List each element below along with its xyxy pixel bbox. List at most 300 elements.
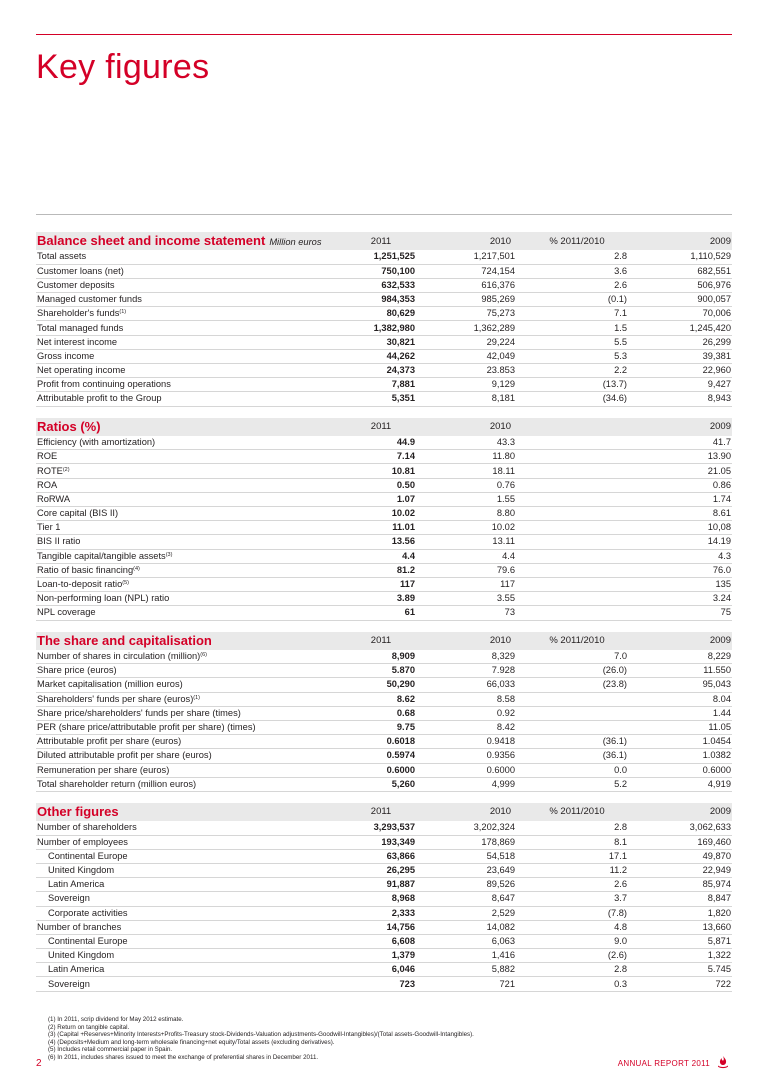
cell-value: 8,943 [633, 392, 732, 406]
row-label-text: Attributable profit to the Group [37, 393, 162, 404]
table-row [36, 706, 732, 720]
table-row [36, 264, 732, 278]
table-row [36, 849, 732, 863]
cell-value: 2.8 [521, 963, 633, 977]
column-header [521, 418, 633, 436]
row-label-text: Loan-to-deposit ratio [37, 579, 123, 590]
table-row [36, 492, 732, 506]
cell-value [521, 577, 633, 591]
cell-value: 79.6 [421, 563, 521, 577]
row-label-text: Number of employees [37, 836, 128, 847]
row-label-text: Shareholder's funds [37, 308, 120, 319]
cell-value: 3.89 [341, 592, 421, 606]
cell-value: 1,251,525 [341, 250, 421, 264]
cell-value: 11.80 [421, 450, 521, 464]
row-label-text: Shareholders' funds per share (euros) [37, 693, 194, 704]
section-gap [36, 407, 732, 418]
row-label [36, 977, 341, 991]
row-label-text: Net interest income [37, 336, 118, 347]
cell-value: 632,533 [341, 278, 421, 292]
row-label [36, 264, 341, 278]
row-label-text: Total managed funds [37, 322, 124, 333]
section-unit: Million euros [269, 236, 322, 247]
footnote-marker: (4) [133, 565, 140, 572]
table-row [36, 507, 732, 521]
cell-value: 23.853 [421, 364, 521, 378]
cell-value: 2.2 [521, 364, 633, 378]
cell-value [521, 450, 633, 464]
cell-value: 95,043 [633, 678, 732, 692]
section-divider [36, 214, 732, 215]
section-title-text: Ratios (%) [37, 419, 101, 435]
cell-value: 117 [341, 577, 421, 591]
row-label-text: Share price/shareholders' funds per share (times) [37, 707, 241, 718]
cell-value: 10,08 [633, 521, 732, 535]
row-label [36, 378, 341, 392]
table-row [36, 735, 732, 749]
row-label [36, 521, 341, 535]
row-label-text: RoRWA [37, 493, 71, 504]
row-label [36, 364, 341, 378]
cell-value: 193,349 [341, 835, 421, 849]
row-label-text: Remuneration per share (euros) [37, 764, 170, 775]
row-label [36, 492, 341, 506]
footnote: (2) Return on tangible capital. [48, 1023, 130, 1031]
column-header: % 2011/2010 [521, 632, 633, 650]
table-row [36, 949, 732, 963]
cell-value: 7.1 [521, 307, 633, 321]
section-title [36, 803, 341, 821]
cell-value: 0.86 [633, 478, 732, 492]
cell-value: 2,333 [341, 906, 421, 920]
table-header-row [36, 232, 732, 250]
cell-value: 135 [633, 577, 732, 591]
cell-value: 10.81 [341, 464, 421, 478]
cell-value: 63,866 [341, 849, 421, 863]
cell-value: 9,129 [421, 378, 521, 392]
cell-value: 506,976 [633, 278, 732, 292]
cell-value: 14.19 [633, 535, 732, 549]
cell-value: 13.56 [341, 535, 421, 549]
cell-value: 91,887 [341, 878, 421, 892]
table-row [36, 349, 732, 363]
column-header: % 2011/2010 [521, 232, 633, 250]
footnote-marker: (5) [122, 580, 130, 587]
table-row [36, 664, 732, 678]
cell-value: (13.7) [521, 378, 633, 392]
row-label [36, 563, 341, 577]
table-row [36, 450, 732, 464]
cell-value: 7.14 [341, 450, 421, 464]
row-label-text: Attributable profit per share (euros) [37, 736, 182, 747]
row-label [36, 878, 341, 892]
cell-value: 11.550 [633, 664, 732, 678]
table-row [36, 293, 732, 307]
cell-value: (23.8) [521, 678, 633, 692]
row-label [36, 606, 341, 620]
row-label [36, 650, 341, 664]
cell-value: 61 [341, 606, 421, 620]
cell-value: 0.6000 [633, 763, 732, 777]
cell-value: (36.1) [521, 735, 633, 749]
table-row [36, 835, 732, 849]
table-row [36, 777, 732, 791]
section-title-text: Balance sheet and income statement [37, 232, 266, 248]
row-label-text: Tangible capital/tangible assets [37, 550, 166, 561]
cell-value: 8,229 [633, 650, 732, 664]
row-label-text: United Kingdom [48, 950, 115, 961]
column-header: 2010 [421, 232, 521, 250]
table-header-row [36, 418, 732, 436]
cell-value: 0.68 [341, 706, 421, 720]
row-label-text: Managed customer funds [37, 294, 142, 305]
cell-value: 8,847 [633, 892, 732, 906]
cell-value: 2.8 [521, 250, 633, 264]
cell-value: 750,100 [341, 264, 421, 278]
row-label [36, 849, 341, 863]
cell-value: 2,529 [421, 906, 521, 920]
cell-value: 616,376 [421, 278, 521, 292]
table-row [36, 906, 732, 920]
cell-value: 0.50 [341, 478, 421, 492]
cell-value: 1,110,529 [633, 250, 732, 264]
column-header: 2009 [633, 232, 732, 250]
row-label [36, 450, 341, 464]
row-label [36, 777, 341, 791]
footnote-marker: (2) [62, 466, 70, 473]
cell-value: 5.2 [521, 777, 633, 791]
cell-value: 4.8 [521, 920, 633, 934]
row-label-text: Diluted attributable profit per share (euros) [37, 750, 212, 761]
section-title-text: The share and capitalisation [37, 633, 212, 648]
footnote-marker: (3) [165, 551, 173, 558]
cell-value: 5,871 [633, 934, 732, 948]
cell-value: 13.90 [633, 450, 732, 464]
cell-value: 9,427 [633, 378, 732, 392]
row-label-text: Core capital (BIS II) [37, 508, 119, 519]
column-header: 2011 [341, 632, 421, 650]
row-label [36, 949, 341, 963]
cell-value: 7.928 [421, 664, 521, 678]
cell-value: 21.05 [633, 464, 732, 478]
cell-value: 30,821 [341, 335, 421, 349]
cell-value: 7,881 [341, 378, 421, 392]
cell-value: 0.76 [421, 478, 521, 492]
row-label [36, 749, 341, 763]
cell-value [521, 720, 633, 734]
cell-value: 722 [633, 977, 732, 991]
cell-value: 42,049 [421, 349, 521, 363]
row-label-text: Share price (euros) [37, 665, 117, 676]
table-row [36, 521, 732, 535]
row-label-text: Customer loans (net) [37, 265, 124, 276]
row-label [36, 392, 341, 406]
cell-value: 1.5 [521, 321, 633, 335]
cell-value: (36.1) [521, 749, 633, 763]
footnote-marker: (1) [193, 694, 201, 701]
footnote: (4) (Deposits+Medium and long-term wholesale financing+net equity/Total assets (excluding derivatives). [48, 1038, 335, 1046]
footnote: (5) Includes retail commercial paper in Spain. [48, 1046, 173, 1054]
cell-value: 1,245,420 [633, 321, 732, 335]
table-row [36, 892, 732, 906]
cell-value: 49,870 [633, 849, 732, 863]
cell-value [521, 535, 633, 549]
row-label-text: Total assets [37, 251, 87, 262]
cell-value: 11.01 [341, 521, 421, 535]
table-row [36, 763, 732, 777]
cell-value: 8.58 [421, 692, 521, 706]
cell-value: 8.04 [633, 692, 732, 706]
column-header: 2011 [341, 232, 421, 250]
row-label-text: Customer deposits [37, 279, 115, 290]
cell-value: 5,882 [421, 963, 521, 977]
cell-value: 14,756 [341, 920, 421, 934]
table-row [36, 250, 732, 264]
table-row [36, 535, 732, 549]
cell-value: 3,202,324 [421, 821, 521, 835]
cell-value: 4,999 [421, 777, 521, 791]
table-header-row [36, 632, 732, 650]
footnotes [48, 1016, 474, 1062]
table-row [36, 863, 732, 877]
row-label [36, 821, 341, 835]
figures-table [36, 803, 732, 992]
cell-value: 0.0 [521, 763, 633, 777]
cell-value: 73 [421, 606, 521, 620]
section-gap [36, 792, 732, 803]
table-row [36, 963, 732, 977]
column-header: 2010 [421, 632, 521, 650]
flame-logo-icon [716, 1055, 730, 1069]
cell-value: 1,362,289 [421, 321, 521, 335]
table-row [36, 692, 732, 706]
cell-value: 724,154 [421, 264, 521, 278]
table-row [36, 650, 732, 664]
cell-value: 41.7 [633, 436, 732, 450]
cell-value: 0.6018 [341, 735, 421, 749]
cell-value: 0.6000 [421, 763, 521, 777]
cell-value: 9.0 [521, 934, 633, 948]
table-row [36, 592, 732, 606]
cell-value: 1.0382 [633, 749, 732, 763]
row-label [36, 706, 341, 720]
row-label-text: Tier 1 [37, 522, 61, 533]
cell-value: 85,974 [633, 878, 732, 892]
cell-value [521, 692, 633, 706]
table-row [36, 878, 732, 892]
row-label-text: BIS II ratio [37, 536, 81, 547]
cell-value: 2.6 [521, 278, 633, 292]
cell-value: 81.2 [341, 563, 421, 577]
cell-value: 8,329 [421, 650, 521, 664]
cell-value: 117 [421, 577, 521, 591]
row-label-text: Number of branches [37, 921, 122, 932]
row-label [36, 934, 341, 948]
footnote: (3) (Capital +Reserves+Minority Interests+Profits-Treasury stock-Dividends-Valuation adjustments-Goodwill-Intangibles)/(Total assets-Goodwill-Intangibles). [48, 1031, 474, 1039]
row-label-text: Market capitalisation (million euros) [37, 679, 183, 690]
cell-value: 89,526 [421, 878, 521, 892]
cell-value: 6,046 [341, 963, 421, 977]
row-label [36, 592, 341, 606]
row-label-text: Continental Europe [48, 850, 128, 861]
cell-value: 1.0454 [633, 735, 732, 749]
cell-value: 17.1 [521, 849, 633, 863]
cell-value: 9.75 [341, 720, 421, 734]
row-label [36, 763, 341, 777]
cell-value: 169,460 [633, 835, 732, 849]
table-row [36, 749, 732, 763]
row-label [36, 906, 341, 920]
row-label-text: Net operating income [37, 365, 126, 376]
cell-value: 8,647 [421, 892, 521, 906]
row-label-text: Number of shareholders [37, 822, 137, 833]
row-label-text: Number of shares in circulation (million) [37, 650, 201, 661]
cell-value: 1.74 [633, 492, 732, 506]
table-row [36, 563, 732, 577]
row-label-text: ROTE [37, 465, 63, 476]
row-label-text: Non-performing loan (NPL) ratio [37, 593, 170, 604]
table-row [36, 392, 732, 406]
cell-value: 178,869 [421, 835, 521, 849]
row-label-text: Latin America [48, 964, 105, 975]
cell-value: 80,629 [341, 307, 421, 321]
cell-value: 0.92 [421, 706, 521, 720]
footnote-marker: (1) [119, 309, 127, 316]
row-label-text: Gross income [37, 350, 95, 361]
cell-value: 8.1 [521, 835, 633, 849]
table-row [36, 321, 732, 335]
row-label [36, 307, 341, 321]
column-header: 2011 [341, 418, 421, 436]
cell-value: 26,295 [341, 863, 421, 877]
figures-table [36, 418, 732, 621]
cell-value: 54,518 [421, 849, 521, 863]
row-label [36, 321, 341, 335]
cell-value: 2.8 [521, 821, 633, 835]
cell-value: 1,820 [633, 906, 732, 920]
row-label [36, 577, 341, 591]
row-label [36, 549, 341, 563]
row-label [36, 507, 341, 521]
cell-value: 5.870 [341, 664, 421, 678]
table-row [36, 720, 732, 734]
row-label-text: Latin America [48, 879, 105, 890]
table-row [36, 821, 732, 835]
cell-value: 1,217,501 [421, 250, 521, 264]
table-header-row [36, 803, 732, 821]
row-label [36, 720, 341, 734]
cell-value: 723 [341, 977, 421, 991]
table-row [36, 436, 732, 450]
cell-value: 8.42 [421, 720, 521, 734]
row-label [36, 692, 341, 706]
section-gap [36, 621, 732, 632]
cell-value: 1.55 [421, 492, 521, 506]
cell-value: 8,181 [421, 392, 521, 406]
row-label [36, 535, 341, 549]
table-row [36, 920, 732, 934]
row-label [36, 478, 341, 492]
cell-value: 66,033 [421, 678, 521, 692]
cell-value: 39,381 [633, 349, 732, 363]
cell-value: 3,062,633 [633, 821, 732, 835]
figures-table [36, 632, 732, 792]
row-label-text: Ratio of basic financing [37, 564, 134, 575]
cell-value [521, 563, 633, 577]
table-row [36, 934, 732, 948]
table-row [36, 977, 732, 991]
cell-value: 14,082 [421, 920, 521, 934]
cell-value: 22,960 [633, 364, 732, 378]
section-title-text: Other figures [37, 804, 119, 820]
cell-value: 13.11 [421, 535, 521, 549]
page-title: Key figures [36, 48, 210, 86]
table-row [36, 278, 732, 292]
column-header: 2010 [421, 803, 521, 821]
column-header: 2009 [633, 632, 732, 650]
row-label [36, 464, 341, 478]
cell-value: (2.6) [521, 949, 633, 963]
row-label [36, 920, 341, 934]
section-title [36, 418, 341, 436]
column-header: 2009 [633, 803, 732, 821]
row-label-text: ROE [37, 451, 58, 462]
row-label-text: United Kingdom [48, 865, 115, 876]
cell-value: 1.07 [341, 492, 421, 506]
row-label-text: Corporate activities [48, 907, 128, 918]
row-label [36, 349, 341, 363]
row-label [36, 664, 341, 678]
row-label [36, 835, 341, 849]
cell-value: 1,379 [341, 949, 421, 963]
table-row [36, 364, 732, 378]
cell-value: 984,353 [341, 293, 421, 307]
table-row [36, 577, 732, 591]
row-label-text: Sovereign [48, 978, 90, 989]
cell-value: 3,293,537 [341, 821, 421, 835]
row-label [36, 892, 341, 906]
table-row [36, 606, 732, 620]
cell-value: 0.9418 [421, 735, 521, 749]
cell-value: 8,968 [341, 892, 421, 906]
cell-value: 3.7 [521, 892, 633, 906]
table-row [36, 307, 732, 321]
cell-value: 4.4 [341, 549, 421, 563]
row-label-text: PER (share price/attributable profit per share) (times) [37, 722, 256, 733]
cell-value: 43.3 [421, 436, 521, 450]
cell-value: 1,382,980 [341, 321, 421, 335]
row-label-text: Profit from continuing operations [37, 379, 171, 390]
top-divider [36, 34, 732, 35]
cell-value: 26,299 [633, 335, 732, 349]
column-header: % 2011/2010 [521, 803, 633, 821]
cell-value: 1,322 [633, 949, 732, 963]
row-label-text: Efficiency (with amortization) [37, 436, 156, 447]
cell-value [521, 549, 633, 563]
cell-value: 5.5 [521, 335, 633, 349]
cell-value [521, 606, 633, 620]
cell-value: 13,660 [633, 920, 732, 934]
cell-value: 0.9356 [421, 749, 521, 763]
cell-value [521, 507, 633, 521]
cell-value: (7.8) [521, 906, 633, 920]
cell-value: 75,273 [421, 307, 521, 321]
table-row [36, 335, 732, 349]
cell-value: 4.3 [633, 549, 732, 563]
cell-value: 76.0 [633, 563, 732, 577]
cell-value: 5.745 [633, 963, 732, 977]
cell-value: 8.61 [633, 507, 732, 521]
